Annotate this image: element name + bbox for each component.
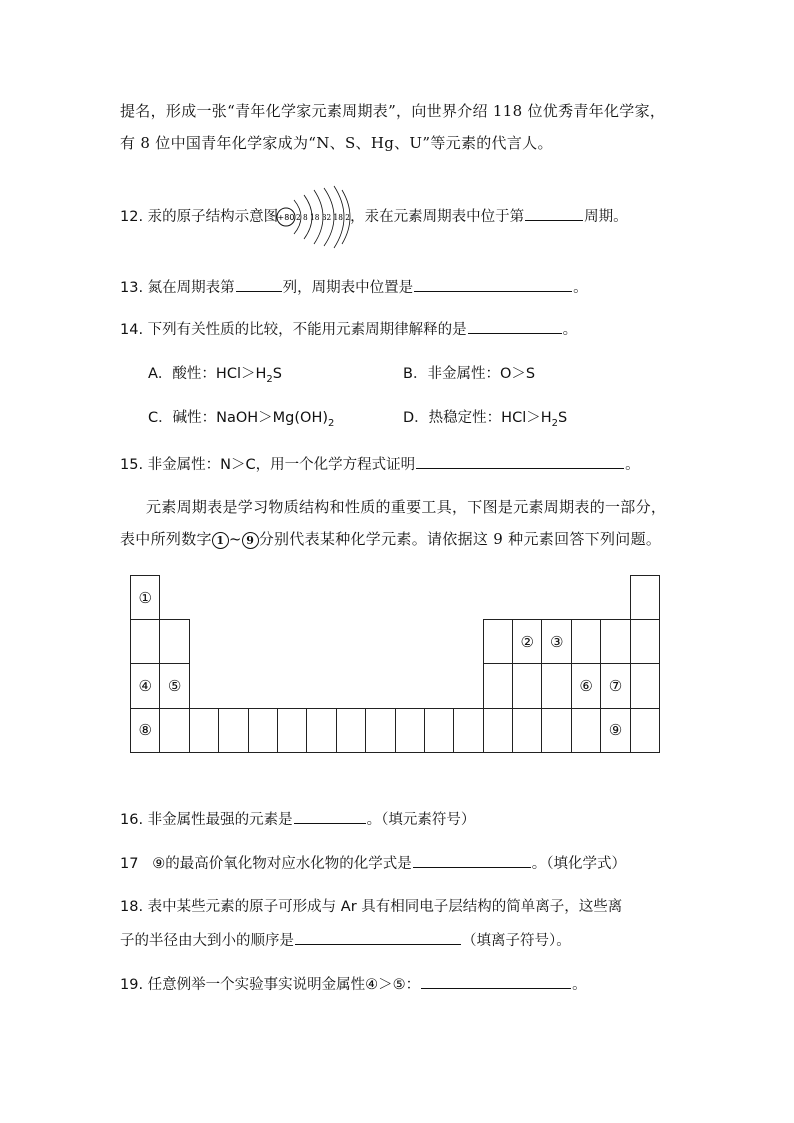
cell-3-2: ⑤ bbox=[160, 664, 189, 708]
answer-blank[interactable] bbox=[294, 808, 366, 824]
formula: HCl＞H bbox=[501, 410, 552, 426]
answer-blank[interactable] bbox=[236, 276, 282, 292]
answer-blank[interactable] bbox=[421, 973, 571, 989]
subscript: 2 bbox=[266, 373, 273, 385]
question-number: 16. bbox=[120, 812, 144, 828]
question-text: 非金属性最强的元素是 bbox=[147, 812, 293, 828]
answer-blank[interactable] bbox=[414, 276, 572, 292]
question-end: 。（填化学式） bbox=[531, 856, 627, 872]
question-text: 非金属性：N＞C，用一个化学方程式证明 bbox=[147, 457, 416, 473]
question-text-b: ，汞在元素周期表中位于第 bbox=[350, 209, 525, 225]
cell-4-17: ⑨ bbox=[601, 708, 630, 752]
option-a bbox=[148, 364, 282, 384]
question-text: 任意例举一个实验事实说明金属性④＞⑤： bbox=[147, 977, 421, 993]
question-text: 氮在周期表第 bbox=[147, 280, 235, 296]
passage-text: 表中所列数字 bbox=[120, 530, 212, 548]
question-12 bbox=[120, 205, 628, 227]
cell-2-14: ② bbox=[513, 620, 542, 664]
question-18 bbox=[120, 897, 622, 917]
question-end: 。 bbox=[562, 322, 578, 338]
question-number: 19. bbox=[120, 977, 144, 993]
option-c bbox=[148, 408, 334, 428]
circled-number-9: 9 bbox=[242, 532, 259, 549]
question-text: ⑨的最高价氧化物对应水化物的化学式是 bbox=[152, 856, 412, 872]
electron-shells: 2 8 18 32 18 2 bbox=[296, 213, 351, 223]
question-number: 15. bbox=[120, 457, 144, 473]
circled-number-1: 1 bbox=[212, 532, 229, 549]
option-d bbox=[403, 408, 567, 428]
option-b: B．非金属性：O＞S bbox=[403, 366, 536, 382]
question-16 bbox=[120, 808, 475, 830]
cell-3-16: ⑥ bbox=[571, 664, 600, 708]
answer-blank[interactable] bbox=[416, 453, 624, 469]
question-number: 18. bbox=[120, 899, 144, 915]
intro-line-1: 提名，形成一张“青年化学家元素周期表”，向世界介绍 118 位优秀青年化学家， bbox=[120, 102, 666, 120]
subscript: 2 bbox=[328, 417, 335, 429]
nucleus-charge: +80 bbox=[277, 213, 295, 222]
question-end: 。（填元素符号） bbox=[366, 812, 476, 828]
table-row bbox=[131, 620, 660, 664]
question-text-c: 周期。 bbox=[584, 209, 628, 225]
question-15 bbox=[120, 453, 640, 475]
cell-2-15: ③ bbox=[542, 620, 571, 664]
question-end: 。 bbox=[625, 457, 640, 473]
cell-1-18 bbox=[630, 576, 659, 620]
intro-line-2: 有 8 位中国青年化学家成为“N、S、Hg、U”等元素的代言人。 bbox=[120, 134, 553, 152]
question-text-b: 列，周期表中位置是 bbox=[282, 280, 414, 296]
answer-blank[interactable] bbox=[525, 205, 583, 221]
question-19 bbox=[120, 973, 587, 995]
formula: NaOH＞Mg(OH) bbox=[216, 410, 329, 426]
question-number: 14. bbox=[120, 322, 144, 338]
question-text: 表中某些元素的原子可形成与 Ar 具有相同电子层结构的简单离子，这些离 bbox=[147, 899, 623, 915]
mercury-atom-diagram bbox=[278, 208, 350, 226]
answer-blank[interactable] bbox=[413, 852, 531, 868]
cell-4-1: ⑧ bbox=[131, 708, 160, 752]
passage-line-1: 元素周期表是学习物质结构和性质的重要工具，下图是元素周期表的一部分， bbox=[146, 498, 667, 516]
question-end: （填离子符号）。 bbox=[462, 933, 571, 949]
question-number: 13. bbox=[120, 280, 144, 296]
question-18-line-2 bbox=[120, 929, 571, 951]
table-row bbox=[131, 664, 660, 708]
question-text-c: 。 bbox=[573, 280, 588, 296]
question-text: 汞的原子结构示意图 bbox=[147, 209, 279, 225]
cell-1-1: ① bbox=[131, 576, 160, 620]
question-13 bbox=[120, 276, 588, 298]
cell-3-1: ④ bbox=[131, 664, 160, 708]
question-number: 17 bbox=[120, 856, 139, 872]
question-text: 下列有关性质的比较，不能用元素周期律解释的是 bbox=[147, 322, 467, 338]
tilde: ~ bbox=[228, 530, 242, 548]
formula-tail: S bbox=[558, 410, 568, 426]
passage-text-b: 分别代表某种化学元素。请依据这 9 种元素回答下列问题。 bbox=[258, 530, 662, 548]
subscript: 2 bbox=[551, 417, 559, 429]
option-label: C．碱性： bbox=[148, 410, 217, 426]
option-label: A．酸性： bbox=[148, 366, 216, 382]
passage-line-2 bbox=[120, 529, 661, 549]
question-end: 。 bbox=[572, 977, 587, 993]
question-14 bbox=[120, 318, 577, 340]
question-number: 12. bbox=[120, 209, 144, 225]
cell-3-17: ⑦ bbox=[601, 664, 630, 708]
option-label: D．热稳定性： bbox=[403, 410, 502, 426]
periodic-table-fragment bbox=[130, 575, 660, 753]
question-text: 子的半径由大到小的顺序是 bbox=[120, 933, 294, 949]
answer-blank[interactable] bbox=[468, 318, 562, 334]
formula: HCl＞H bbox=[215, 366, 267, 382]
question-17 bbox=[120, 852, 626, 874]
answer-blank[interactable] bbox=[295, 929, 461, 945]
table-row bbox=[131, 576, 660, 620]
table-row bbox=[131, 708, 660, 752]
atom-structure-icon bbox=[274, 182, 354, 252]
formula-tail: S bbox=[272, 366, 282, 382]
